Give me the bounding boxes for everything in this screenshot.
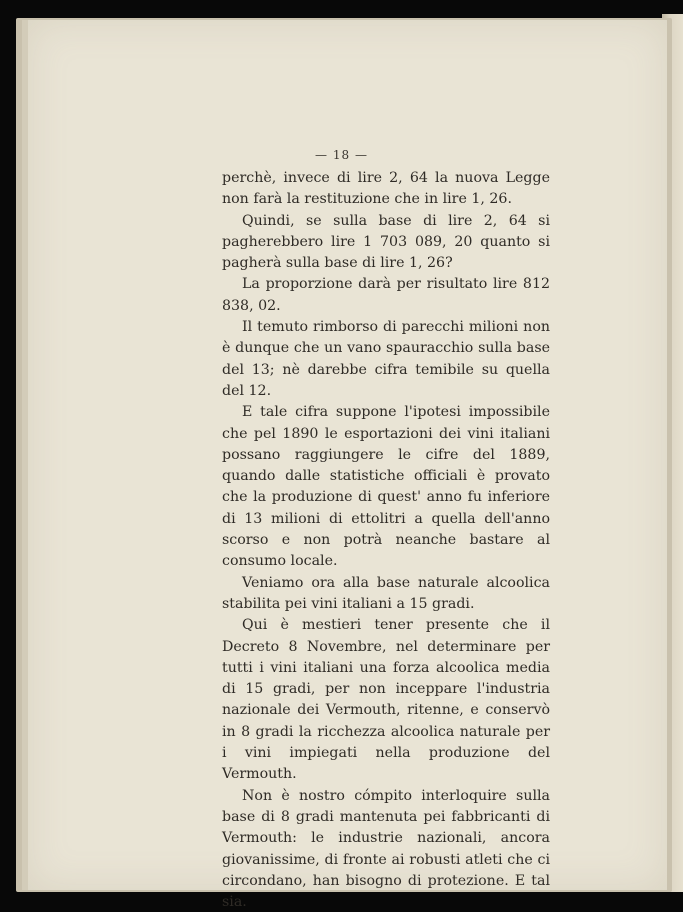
page-body-text: [222, 168, 550, 912]
paragraph-3: La proporzione darà per risultato lire 812 838, 02.: [222, 276, 550, 314]
paragraph-4: Il temuto rimborso di parecchi milioni non è dunque che un vano spauracchio sulla base del 13; nè darebbe cifra temibile su quella del 12.: [222, 319, 550, 399]
paragraph-7: Qui è mestieri tener presente che il Decreto 8 Novembre, nel determinare per tutti i vini italiani una forza alcoolica media di 15 gradi, per non inceppare l'industria nazionale dei Vermouth, ritenne, e conservò in 8 gradi la ricchezza alcoolica naturale per i vini impiegati nella produzione del Vermouth.: [222, 617, 550, 783]
paragraph-5: E tale cifra suppone l'ipotesi impossibile che pel 1890 le esportazioni dei vini italiani possano raggiungere le cifre del 1889, quando dalle statistiche officiali è provato che la produzione di quest' anno fu inferiore di 13 milioni di ettolitri a quella dell'anno scorso e non potrà neanche bastare al consumo locale.: [222, 404, 550, 570]
page-number: — 18 —: [315, 148, 368, 162]
paragraph-2: Quindi, se sulla base di lire 2, 64 si pagherebbero lire 1 703 089, 20 quanto si pagherà sulla base di lire 1, 26?: [222, 212, 550, 272]
paragraph-6: Veniamo ora alla base naturale alcoolica stabilita pei vini italiani a 15 gradi.: [222, 574, 550, 612]
paragraph-1: perchè, invece di lire 2, 64 la nuova Legge non farà la restituzione che in lire 1, 26.: [222, 170, 550, 208]
paragraph-8: Non è nostro cómpito interloquire sulla base di 8 gradi mantenuta pei fabbricanti di Vermouth: le industrie nazionali, ancora giovanissime, di fronte ai robusti atleti che ci circondano, han bisogno di protezione. E tal sia.: [222, 787, 550, 911]
